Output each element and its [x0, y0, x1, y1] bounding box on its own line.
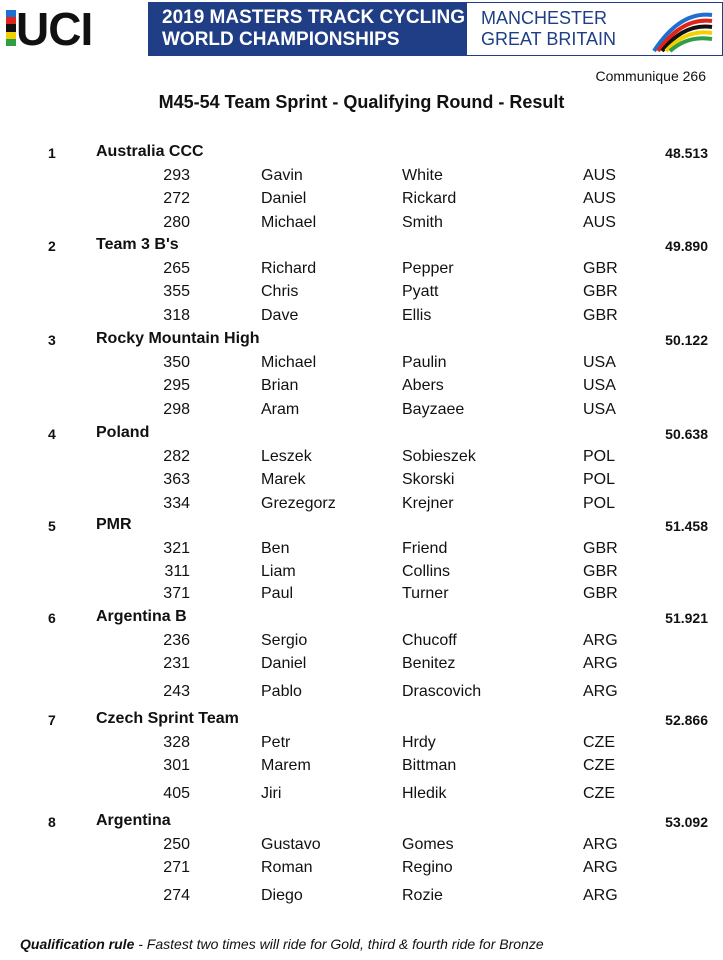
team-name: Poland	[96, 424, 150, 441]
rider-first-name: Daniel	[261, 655, 307, 672]
rider-last-name: Bittman	[402, 757, 457, 774]
rider-last-name: Rickard	[402, 190, 457, 207]
rider-first-name: Paul	[261, 585, 294, 602]
rider-nation: USA	[583, 377, 616, 394]
rider-last-name: Drascovich	[402, 683, 482, 700]
rider-nation: GBR	[583, 585, 618, 602]
team-time: 51.458	[665, 518, 708, 534]
rider-nation: ARG	[583, 632, 618, 649]
team-row	[0, 710, 723, 732]
rider-bib: 265	[163, 260, 190, 277]
rider-row	[0, 190, 723, 212]
rider-row	[0, 683, 723, 705]
rider-row	[0, 757, 723, 779]
uci-logo-text: UCI	[16, 3, 93, 55]
rider-row	[0, 887, 723, 909]
rider-row	[0, 307, 723, 329]
rider-last-name: Smith	[402, 214, 443, 231]
rider-nation: ARG	[583, 836, 618, 853]
rider-row	[0, 563, 723, 585]
team-time: 51.921	[665, 610, 708, 626]
rider-bib: 280	[163, 214, 190, 231]
rider-row	[0, 585, 723, 607]
rider-last-name: Bayzaee	[402, 401, 465, 418]
qualification-rule	[20, 936, 544, 952]
rider-first-name: Richard	[261, 260, 317, 277]
team-rank: 6	[48, 610, 56, 626]
rider-bib: 298	[163, 401, 190, 418]
rider-row	[0, 655, 723, 677]
team-time: 52.866	[665, 712, 708, 728]
rider-bib: 355	[163, 283, 190, 300]
team-time: 49.890	[665, 238, 708, 254]
rider-bib: 363	[163, 471, 190, 488]
rider-first-name: Daniel	[261, 190, 307, 207]
rider-nation: AUS	[583, 190, 616, 207]
rider-nation: POL	[583, 448, 616, 465]
team-row	[0, 424, 723, 446]
rider-first-name: Chris	[261, 283, 299, 300]
rider-row	[0, 836, 723, 858]
rider-nation: ARG	[583, 859, 618, 876]
team-row	[0, 516, 723, 538]
rider-bib: 293	[163, 167, 190, 184]
team-name: Argentina	[96, 812, 171, 829]
team-row	[0, 608, 723, 630]
rider-row	[0, 214, 723, 236]
rainbow-stripes-icon	[6, 10, 16, 46]
team-name: Team 3 B's	[96, 236, 179, 253]
rider-bib: 301	[163, 757, 190, 774]
team-row	[0, 236, 723, 258]
rider-nation: USA	[583, 354, 616, 371]
rider-row	[0, 785, 723, 807]
rider-last-name: Skorski	[402, 471, 455, 488]
rider-last-name: Gomes	[402, 836, 454, 853]
rider-last-name: Hrdy	[402, 734, 436, 751]
rider-row	[0, 859, 723, 881]
rider-first-name: Marek	[261, 471, 306, 488]
rider-nation: GBR	[583, 260, 618, 277]
rider-first-name: Roman	[261, 859, 313, 876]
rider-bib: 371	[163, 585, 190, 602]
team-name: Argentina B	[96, 608, 187, 625]
rider-bib: 231	[163, 655, 190, 672]
rider-row	[0, 540, 723, 562]
rider-nation: CZE	[583, 734, 615, 751]
rider-bib: 311	[164, 563, 190, 580]
team-time: 53.092	[665, 814, 708, 830]
championship-title-line1: 2019 MASTERS TRACK CYCLING	[162, 7, 465, 28]
rider-nation: AUS	[583, 214, 616, 231]
rider-last-name: Pepper	[402, 260, 454, 277]
rider-row	[0, 471, 723, 493]
rider-last-name: White	[402, 167, 443, 184]
rider-first-name: Michael	[261, 214, 317, 231]
rider-nation: POL	[583, 471, 616, 488]
rider-first-name: Michael	[261, 354, 317, 371]
team-name: Rocky Mountain High	[96, 330, 260, 347]
rider-row	[0, 354, 723, 376]
team-name: Australia CCC	[96, 143, 204, 160]
team-row	[0, 143, 723, 165]
rider-first-name: Petr	[261, 734, 291, 751]
rider-nation: GBR	[583, 563, 618, 580]
rider-bib: 328	[163, 734, 190, 751]
rider-last-name: Hledik	[402, 785, 447, 802]
rider-last-name: Collins	[402, 563, 451, 580]
team-row	[0, 330, 723, 352]
rider-nation: ARG	[583, 683, 618, 700]
rider-nation: GBR	[583, 540, 618, 557]
team-rank: 2	[48, 238, 56, 254]
rider-bib: 350	[163, 354, 190, 371]
team-rank: 7	[48, 712, 56, 728]
rider-first-name: Dave	[261, 307, 299, 324]
host-city-line2: GREAT BRITAIN	[481, 29, 617, 49]
rider-last-name: Rozie	[402, 887, 443, 904]
rider-row	[0, 495, 723, 517]
rider-first-name: Ben	[261, 540, 290, 557]
team-rank: 1	[48, 145, 56, 161]
rider-nation: ARG	[583, 655, 618, 672]
rider-bib: 274	[163, 887, 190, 904]
rider-row	[0, 632, 723, 654]
host-city-line1: MANCHESTER	[481, 8, 608, 28]
rider-last-name: Chucoff	[402, 632, 457, 649]
rainbow-swoosh-icon	[650, 9, 714, 53]
uci-logo	[0, 0, 146, 58]
team-rank: 5	[48, 518, 56, 534]
rider-row	[0, 448, 723, 470]
rider-first-name: Diego	[261, 887, 303, 904]
team-name: Czech Sprint Team	[96, 710, 239, 727]
rider-nation: ARG	[583, 887, 618, 904]
rider-nation: GBR	[583, 307, 618, 324]
team-rank: 4	[48, 426, 56, 442]
team-time: 50.638	[665, 426, 708, 442]
rider-last-name: Krejner	[402, 495, 454, 512]
rider-nation: POL	[583, 495, 616, 512]
rider-last-name: Benitez	[402, 655, 456, 672]
rider-row	[0, 377, 723, 399]
qualification-rule-text: - Fastest two times will ride for Gold, third & fourth ride for Bronze	[134, 936, 544, 952]
team-time: 50.122	[665, 332, 708, 348]
rider-last-name: Friend	[402, 540, 448, 557]
rider-row	[0, 283, 723, 305]
rider-last-name: Paulin	[402, 354, 447, 371]
championship-title-box	[148, 2, 466, 56]
rider-bib: 236	[163, 632, 190, 649]
rider-bib: 321	[163, 540, 190, 557]
rider-row	[0, 167, 723, 189]
rider-first-name: Leszek	[261, 448, 312, 465]
rider-first-name: Marem	[261, 757, 311, 774]
rider-first-name: Gustavo	[261, 836, 321, 853]
rider-first-name: Pablo	[261, 683, 302, 700]
rider-bib: 250	[163, 836, 190, 853]
header-banner	[0, 0, 723, 58]
rider-last-name: Ellis	[402, 307, 432, 324]
rider-bib: 405	[163, 785, 190, 802]
rider-first-name: Liam	[261, 563, 296, 580]
rider-first-name: Brian	[261, 377, 299, 394]
rider-bib: 318	[163, 307, 190, 324]
rider-bib: 334	[163, 495, 190, 512]
rider-bib: 243	[163, 683, 190, 700]
rider-nation: CZE	[583, 757, 615, 774]
rider-last-name: Sobieszek	[402, 448, 476, 465]
team-row	[0, 812, 723, 834]
team-name: PMR	[96, 516, 132, 533]
rider-last-name: Abers	[402, 377, 444, 394]
rider-first-name: Aram	[261, 401, 300, 418]
rider-bib: 272	[163, 190, 190, 207]
rider-row	[0, 734, 723, 756]
rider-bib: 295	[163, 377, 190, 394]
team-rank: 8	[48, 814, 56, 830]
rider-bib: 282	[163, 448, 190, 465]
qualification-rule-label: Qualification rule	[20, 936, 135, 952]
rider-first-name: Grezegorz	[261, 495, 336, 512]
rider-first-name: Sergio	[261, 632, 308, 649]
rider-nation: GBR	[583, 283, 618, 300]
rider-row	[0, 401, 723, 423]
page-title: M45-54 Team Sprint - Qualifying Round - Result	[158, 92, 565, 112]
rider-first-name: Gavin	[261, 167, 303, 184]
host-city-box	[466, 2, 723, 56]
rider-bib: 271	[163, 859, 190, 876]
rider-nation: USA	[583, 401, 616, 418]
rider-last-name: Turner	[402, 585, 449, 602]
team-time: 48.513	[665, 145, 708, 161]
communique-number: Communique 266	[595, 68, 706, 84]
rider-row	[0, 260, 723, 282]
rider-last-name: Pyatt	[402, 283, 439, 300]
rider-nation: AUS	[583, 167, 616, 184]
rider-nation: CZE	[583, 785, 615, 802]
team-rank: 3	[48, 332, 56, 348]
rider-last-name: Regino	[402, 859, 453, 876]
championship-title-line2: WORLD CHAMPIONSHIPS	[162, 29, 400, 50]
rider-first-name: Jiri	[261, 785, 282, 802]
